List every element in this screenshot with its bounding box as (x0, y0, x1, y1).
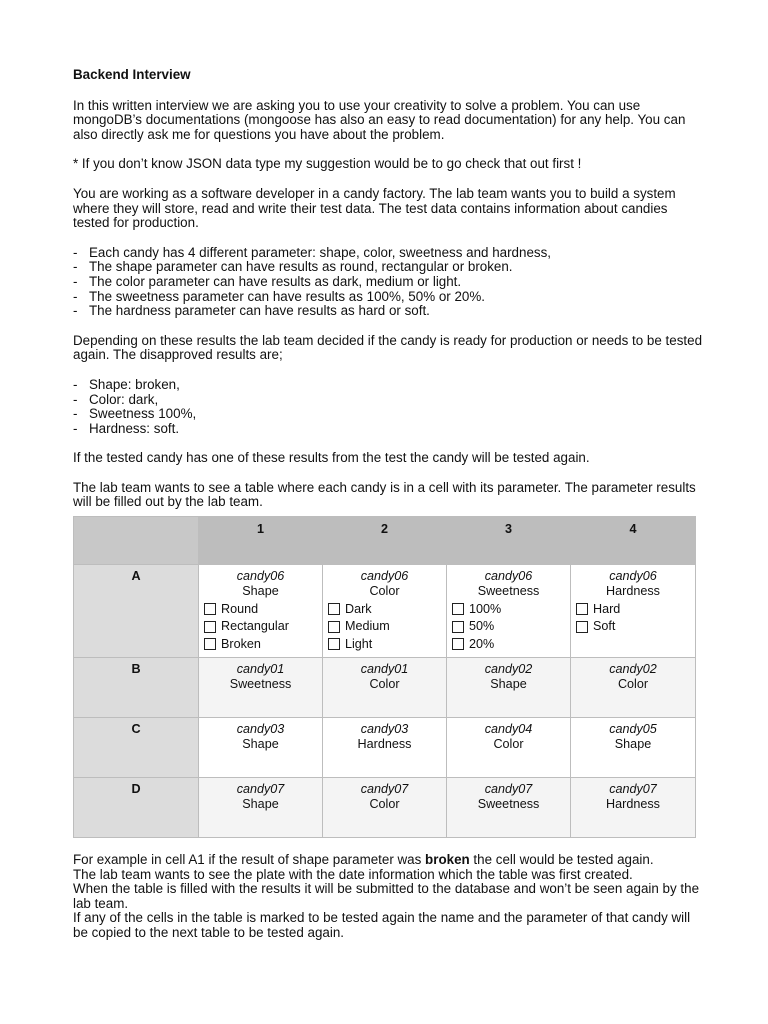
table-row (74, 718, 696, 778)
candy-name: candy03 (360, 722, 409, 737)
option-checkbox-row[interactable] (576, 618, 692, 636)
table-corner-cell (74, 517, 199, 565)
table-cell-d2 (323, 778, 447, 838)
parameter-name: Color (369, 583, 400, 598)
candy-name: candy07 (484, 782, 533, 797)
parameter-name: Sweetness (229, 676, 292, 691)
checkbox-icon[interactable] (452, 621, 464, 633)
column-header: 3 (447, 517, 571, 565)
option-label: 100% (469, 601, 502, 616)
copied-sentence: If any of the cells in the table is marked to be tested again the name and the parameter of that candy will be copied to the next table to be tested again. (73, 910, 691, 941)
table-cell-c3 (447, 718, 571, 778)
option-label: Hard (593, 601, 621, 616)
candy-table (73, 516, 696, 838)
list-item: - Hardness: soft. (73, 422, 703, 437)
table-cell-a1 (199, 565, 323, 658)
parameter-name: Hardness (606, 583, 660, 598)
checkbox-icon[interactable] (452, 603, 464, 615)
document-title: Backend Interview (73, 67, 191, 82)
table-row (74, 565, 696, 658)
if-tested-paragraph: If the tested candy has one of these results from the test the candy will be tested again. (73, 450, 590, 466)
submitted-sentence: When the table is filled with the results it will be submitted to the database and won’t be seen again by the lab team. (73, 881, 700, 911)
table-row (74, 658, 696, 718)
parameter-name: Shape (242, 583, 279, 598)
table-cell-a2 (323, 565, 447, 658)
example-text-before: For example in cell A1 if the result of shape parameter was (73, 852, 426, 868)
option-checkbox-row[interactable] (452, 618, 567, 636)
options-list (574, 600, 692, 635)
table-cell-d3 (447, 778, 571, 838)
options-list (202, 600, 319, 653)
list-item: - Shape: broken, (73, 378, 703, 393)
options-list (450, 600, 567, 653)
column-header: 1 (199, 517, 323, 565)
table-cell-c4 (571, 718, 696, 778)
example-text-after: the cell would be tested again. (469, 852, 654, 868)
option-checkbox-row[interactable] (452, 600, 567, 618)
row-header: D (74, 778, 199, 838)
options-list (326, 600, 443, 653)
checkbox-icon[interactable] (328, 621, 340, 633)
candy-name: candy02 (484, 662, 533, 677)
scenario-paragraph: You are working as a software developer in a candy factory. The lab team wants you to build a system where they will store, read and write their test data. The test data contains information about candies tested for production. (73, 185, 676, 231)
candy-name: candy06 (609, 569, 657, 584)
candy-name: candy04 (484, 722, 533, 737)
document-content (73, 68, 703, 941)
parameter-name: Color (617, 676, 649, 691)
table-cell-c2 (323, 718, 447, 778)
example-bold-word: broken (425, 852, 470, 868)
table-cell-b2 (323, 658, 447, 718)
table-cell-b3 (447, 658, 571, 718)
parameter-name: Shape (614, 736, 652, 751)
option-label: Round (221, 601, 259, 616)
table-row (74, 778, 696, 838)
parameter-name: Color (493, 736, 524, 751)
example-sentence (73, 853, 703, 868)
candy-name: candy06 (236, 569, 285, 584)
intro-paragraph: In this written interview we are asking you to use your creativity to solve a problem. You can use mongoDB’s documentations (mongoose has also an easy to read documentation) for any help. You can also directly ask me for questions you have about the problem. (73, 97, 686, 142)
parameter-name: Shape (242, 796, 279, 811)
candy-name: candy06 (360, 569, 409, 584)
table-cell-d1 (199, 778, 323, 838)
parameter-name: Color (369, 796, 400, 811)
option-checkbox-row[interactable] (204, 618, 319, 636)
candy-name: candy01 (360, 662, 409, 677)
option-checkbox-row[interactable] (452, 635, 567, 653)
parameter-name: Sweetness (477, 583, 540, 598)
checkbox-icon[interactable] (576, 621, 588, 633)
option-checkbox-row[interactable] (204, 600, 319, 618)
list-item: - Color: dark, (73, 393, 703, 408)
checkbox-icon[interactable] (204, 603, 216, 615)
list-item: - Each candy has 4 different parameter: shape, color, sweetness and hardness, (73, 246, 703, 261)
column-header: 4 (571, 517, 696, 565)
option-label: Broken (221, 636, 261, 651)
option-label: Medium (345, 619, 390, 634)
candy-name: candy07 (360, 782, 409, 797)
depending-paragraph: Depending on these results the lab team decided if the candy is ready for production or needs to be tested again. The disapproved results are; (73, 332, 703, 363)
row-header: A (74, 565, 199, 658)
parameter-name: Color (369, 676, 400, 691)
checkbox-icon[interactable] (328, 603, 340, 615)
parameter-name: Shape (242, 736, 279, 751)
list-item: - The color parameter can have results as dark, medium or light. (73, 275, 703, 290)
table-cell-d4 (571, 778, 696, 838)
table-cell-a4 (571, 565, 696, 658)
candy-name: candy06 (484, 569, 533, 584)
table-intro-paragraph: The lab team wants to see a table where each candy is in a cell with its parameter. The parameter results will be filled out by the lab team. (73, 479, 696, 510)
list-item: - The hardness parameter can have results as hard or soft. (73, 304, 703, 319)
checkbox-icon[interactable] (576, 603, 588, 615)
option-label: Dark (345, 601, 372, 616)
option-label: Rectangular (221, 619, 289, 634)
list-item: - Sweetness 100%, (73, 407, 703, 422)
candy-name: candy02 (609, 662, 657, 677)
candy-name: candy07 (609, 782, 657, 797)
table-header-row (74, 517, 696, 565)
checkbox-icon[interactable] (452, 638, 464, 650)
option-checkbox-row[interactable] (328, 600, 443, 618)
candy-name: candy03 (236, 722, 285, 737)
option-label: Light (345, 636, 373, 651)
table-cell-a3 (447, 565, 571, 658)
option-checkbox-row[interactable] (204, 635, 319, 653)
option-label: 50% (469, 619, 495, 634)
option-checkbox-row[interactable] (328, 635, 443, 653)
checkbox-icon[interactable] (204, 638, 216, 650)
parameter-name: Sweetness (477, 796, 540, 811)
row-header: C (74, 718, 199, 778)
option-label: 20% (469, 636, 495, 651)
plate-sentence: The lab team wants to see the plate with the date information which the table was first created. (73, 866, 633, 882)
table-cell-b1 (199, 658, 323, 718)
candy-name: candy05 (609, 722, 657, 737)
table-cell-b4 (571, 658, 696, 718)
parameter-name: Hardness (357, 736, 412, 751)
candy-name: candy07 (236, 782, 285, 797)
json-note-paragraph: * If you don’t know JSON data type my suggestion would be to go check that out first ! (73, 156, 582, 172)
candy-name: candy01 (236, 662, 285, 677)
disapproved-list (73, 378, 703, 436)
option-checkbox-row[interactable] (576, 600, 692, 618)
list-item: - The sweetness parameter can have results as 100%, 50% or 20%. (73, 290, 703, 305)
column-header: 2 (323, 517, 447, 565)
checkbox-icon[interactable] (204, 621, 216, 633)
option-label: Soft (593, 619, 616, 634)
row-header: B (74, 658, 199, 718)
parameters-list (73, 246, 703, 319)
closing-paragraph (73, 853, 703, 941)
parameter-name: Shape (490, 676, 527, 691)
table-cell-c1 (199, 718, 323, 778)
checkbox-icon[interactable] (328, 638, 340, 650)
list-item: - The shape parameter can have results as round, rectangular or broken. (73, 260, 703, 275)
parameter-name: Hardness (606, 796, 660, 811)
option-checkbox-row[interactable] (328, 618, 443, 636)
